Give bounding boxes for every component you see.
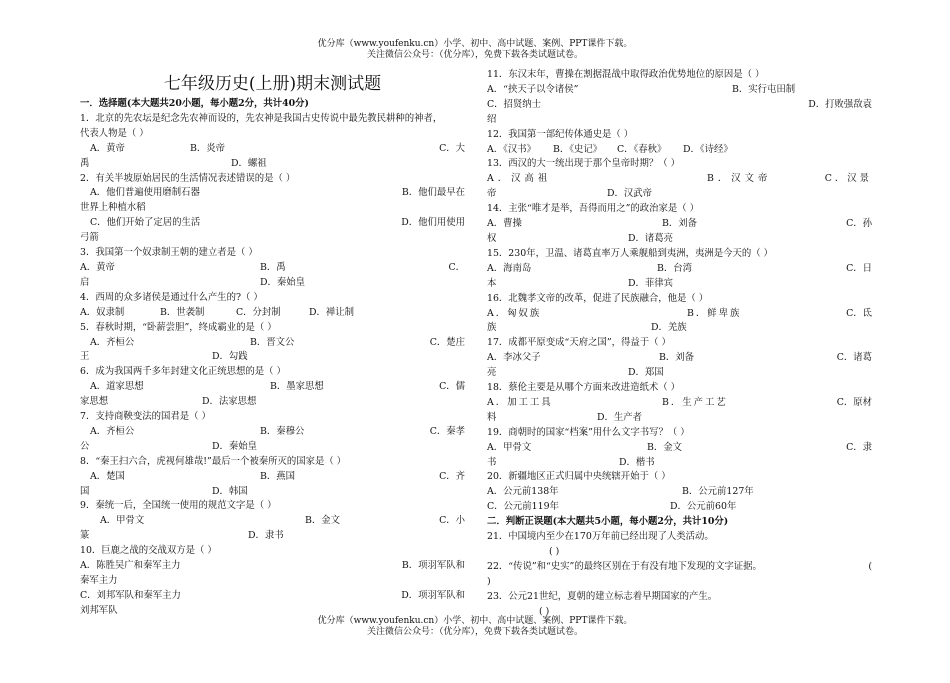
option: A．海南岛 xyxy=(487,262,532,274)
option: C．孙 xyxy=(846,218,872,230)
question-17: 17．成都平原变成“天府之国”，得益于（ ） xyxy=(487,337,671,349)
header-line-2: 关注微信公众号：（优分库），免费下载各类试题试卷。 xyxy=(366,50,583,60)
question-2-options-2-cont: 弓箭 xyxy=(80,232,99,244)
question-5-options xyxy=(80,336,465,351)
question-10-options-2 xyxy=(80,589,465,604)
option: B．他们最早在 xyxy=(401,187,465,199)
question-8-options-cont xyxy=(80,485,465,500)
question-14: 14．主张“唯才是举，吾得而用之”的政治家是（ ） xyxy=(487,203,699,215)
option: D．汉武帝 xyxy=(607,188,653,200)
option: A．加工工具 xyxy=(487,396,553,408)
question-7-options-cont xyxy=(80,440,465,455)
option: C．小 xyxy=(439,515,465,527)
option: C．公元前119年 xyxy=(487,501,559,513)
footer-line-2: 关注微信公众号：（优分库），免费下载各类试题试卷。 xyxy=(366,627,583,637)
question-9-options xyxy=(80,514,465,529)
question-12: 12．我国第一部纪传体通史是（ ） xyxy=(487,128,634,140)
question-18: 18．蔡伦主要是从哪个方面来改进造纸术（ ） xyxy=(487,382,681,394)
question-1-options xyxy=(80,142,465,157)
question-11: 11．东汉末年，曹操在割据混战中取得政治优势地位的原因是（ ） xyxy=(487,69,765,80)
option: B．汉文帝 xyxy=(707,173,772,185)
question-2-options xyxy=(80,186,465,201)
option: A．道家思想 xyxy=(90,381,144,393)
option: D．公元前60年 xyxy=(670,501,737,513)
option: D．楷书 xyxy=(619,456,655,468)
option: D．郑国 xyxy=(628,367,664,379)
question-11-options-2 xyxy=(487,98,872,113)
option: D．项羽军队和 xyxy=(401,589,465,601)
question-5: 5．春秋时期，“卧薪尝胆”，终成霸业的是（ ） xyxy=(80,321,277,333)
question-14-options xyxy=(487,217,872,232)
option: D．螺祖 xyxy=(231,157,267,169)
question-18-options-cont xyxy=(487,411,872,426)
option: B．秦穆公 xyxy=(260,425,305,437)
question-10-options xyxy=(80,559,465,574)
question-21: 21．中国境内至少在170万年前已经出现了人类活动。 xyxy=(487,531,714,543)
option: C．秦孝 xyxy=(429,425,465,437)
question-20-options xyxy=(487,485,872,500)
option: D．秦始皇 xyxy=(212,440,258,452)
question-22-answer-open[interactable]: ( xyxy=(868,560,872,572)
question-15-options-cont xyxy=(487,277,872,292)
option: 书 xyxy=(487,456,497,468)
option: C．刘邦军队和秦军主力 xyxy=(80,589,181,601)
option: C．氐 xyxy=(846,307,872,319)
question-20: 20．新疆地区正式归属中央统辖开始于（ ） xyxy=(487,471,671,483)
right-column xyxy=(487,68,872,620)
question-2-options-2 xyxy=(80,216,465,231)
question-14-options-cont xyxy=(487,232,872,247)
header-line-1: 优分库（www.youfenku.cn）小学、初中、高中试题、案例、PPT课件下载。 xyxy=(317,39,633,49)
option: 国 xyxy=(80,485,90,497)
question-16: 16．北魏孝文帝的改革，促进了民族融合，他是（ ） xyxy=(487,292,709,304)
question-19-options-cont xyxy=(487,456,872,471)
option: D．禅让制 xyxy=(309,306,355,318)
option: C．儒 xyxy=(439,381,465,393)
option: D．打败强敌袁 xyxy=(808,98,872,110)
question-5-options-cont xyxy=(80,350,465,365)
option: C．原材 xyxy=(836,396,872,408)
option: A．齐桓公 xyxy=(90,336,135,348)
option: B．世袭制 xyxy=(160,306,205,318)
question-17-options-cont xyxy=(487,366,872,381)
section-1-heading: 一．选择题(本大题共20小题，每小题2分，共计40分) xyxy=(80,98,309,109)
question-7: 7．支持商鞅变法的国君是（ ） xyxy=(80,411,211,423)
option: B．生产工艺 xyxy=(662,396,728,408)
option: 启 xyxy=(80,276,90,288)
option: B．实行屯田制 xyxy=(732,83,796,95)
option: B．台湾 xyxy=(657,262,693,274)
option: D．勾践 xyxy=(212,351,248,363)
question-9: 9．秦统一后，全国统一使用的规范文字是（ ） xyxy=(80,500,277,512)
option: A．曹操 xyxy=(487,218,522,230)
question-6-options xyxy=(80,380,465,395)
option: D．秦始皇 xyxy=(260,276,306,288)
question-15: 15．230年，卫温、诸葛直率万人乘舰船到夷洲，夷洲是今天的（ ） xyxy=(487,247,773,259)
option: A．楚国 xyxy=(90,470,125,482)
option: B．炎帝 xyxy=(190,142,226,154)
option: D．法家思想 xyxy=(202,396,257,408)
option: 王 xyxy=(80,351,90,363)
footer-line-1: 优分库（www.youfenku.cn）小学、初中、高中试题、案例、PPT课件下载。 xyxy=(317,616,633,626)
option: B．晋文公 xyxy=(250,336,295,348)
question-15-options xyxy=(487,262,872,277)
option: C．诸葛 xyxy=(836,352,872,364)
question-3: 3．我国第一个奴隶制王朝的建立者是（ ） xyxy=(80,247,258,259)
option: C．分封制 xyxy=(236,306,281,318)
question-16-options-cont xyxy=(487,321,872,336)
option: D．隶书 xyxy=(248,530,284,542)
option: C．他们开始了定居的生活 xyxy=(90,217,201,229)
option: A．《汉书》 xyxy=(487,143,536,155)
option: A．陈胜吴广和秦军主力 xyxy=(80,560,181,572)
question-18-options xyxy=(487,396,872,411)
question-8: 8．“秦王扫六合，虎视何雄哉!”最后一个被秦所灭的国家是（ ） xyxy=(80,455,347,467)
question-7-options xyxy=(80,425,465,440)
page-title: 七年级历史(上册)期末测试题 xyxy=(163,74,382,94)
question-11-options xyxy=(487,83,872,98)
question-4-options xyxy=(80,306,465,321)
option: B．项羽军队和 xyxy=(401,560,465,572)
option: A．李冰父子 xyxy=(487,352,541,364)
option: C．《春秋》 xyxy=(617,143,667,155)
option: B．金文 xyxy=(647,441,683,453)
question-12-options xyxy=(487,143,872,158)
option: C． xyxy=(448,261,465,273)
option: B．公元前127年 xyxy=(682,486,754,498)
option: B．墨家思想 xyxy=(270,381,324,393)
question-13-options-cont xyxy=(487,187,872,202)
question-1-cont: 代表人物是（ ） xyxy=(80,127,149,139)
option: 料 xyxy=(487,411,497,423)
option: C．齐 xyxy=(439,470,465,482)
option: B．禹 xyxy=(260,261,286,273)
section-2-heading: 二．判断正误题(本大题共5小题，每小题2分，共计10分) xyxy=(487,516,729,528)
option: A．黄帝 xyxy=(90,142,125,154)
question-9-options-cont xyxy=(80,529,465,544)
question-19-options xyxy=(487,441,872,456)
option: 本 xyxy=(487,277,497,289)
question-22-text: 22．“传说”和“史实”的最终区别在于有没有地下发现的文字证据。 xyxy=(487,560,762,572)
option: A．齐桓公 xyxy=(90,425,135,437)
option: C．隶 xyxy=(846,441,872,453)
option: D．诸葛亮 xyxy=(628,232,674,244)
option: C．招贤纳士 xyxy=(487,98,542,110)
question-2: 2．有关半坡原始居民的生活情况表述错误的是（ ） xyxy=(80,172,296,184)
question-23: 23．公元21世纪，夏朝的建立标志着早期国家的产生。 xyxy=(487,590,718,602)
left-column xyxy=(80,66,465,619)
question-19: 19．商朝时的国家“档案”用什么文字书写？（ ） xyxy=(487,426,690,438)
option: C．日 xyxy=(846,262,872,274)
question-11-options-2-cont: 绍 xyxy=(487,113,497,125)
option: 族 xyxy=(487,322,497,334)
question-13-options xyxy=(487,172,872,187)
question-6-options-cont xyxy=(80,395,465,410)
question-16-options xyxy=(487,307,872,322)
option: 篆 xyxy=(80,530,90,542)
question-6: 6．成为我国两千多年封建文化正统思想的是（ ） xyxy=(80,366,286,378)
question-2-options-cont: 世界上种植水稻 xyxy=(80,202,146,214)
option: A．匈奴族 xyxy=(487,307,542,319)
question-10-options-cont: 秦军主力 xyxy=(80,575,118,586)
question-8-options xyxy=(80,470,465,485)
option: B．鲜卑族 xyxy=(687,307,742,319)
option: A．甲骨文 xyxy=(487,441,532,453)
question-1-options-cont xyxy=(80,157,465,172)
question-13: 13．西汉的大一统出现于那个皇帝时期？（ ） xyxy=(487,158,681,170)
option: A．汉高祖 xyxy=(487,173,552,185)
question-3-options xyxy=(80,261,465,276)
question-20-options-2 xyxy=(487,500,872,515)
question-10-options-2-cont: 刘邦军队 xyxy=(80,604,118,616)
option: A．他们普遍使用磨制石器 xyxy=(90,187,200,199)
option: D．生产者 xyxy=(597,411,643,423)
option: 亮 xyxy=(487,367,497,379)
question-22 xyxy=(487,560,872,575)
option: D．羌族 xyxy=(651,322,687,334)
question-10: 10．巨鹿之战的交战双方是（ ） xyxy=(80,545,217,557)
option: A．奴隶制 xyxy=(80,306,125,318)
question-1: 1．北京的先农坛是纪念先农神而设的，先农神是我国古史传说中最先教民耕种的神者， xyxy=(80,112,443,124)
question-17-options xyxy=(487,351,872,366)
option: D．韩国 xyxy=(212,485,248,497)
question-23-answer[interactable]: ( ) xyxy=(539,605,550,617)
option: 禹 xyxy=(80,157,90,169)
option: A．黄帝 xyxy=(80,261,115,273)
option: B．《史记》 xyxy=(553,143,603,155)
question-4: 4．西周的众多诸侯是通过什么产生的?（ ） xyxy=(80,291,263,303)
option: 家思想 xyxy=(80,396,109,408)
question-22-answer-close[interactable]: ) xyxy=(487,575,491,587)
page-header xyxy=(0,39,950,61)
option: D．菲律宾 xyxy=(628,277,674,289)
option: B．刘备 xyxy=(662,218,698,230)
option: D．《诗经》 xyxy=(683,143,733,155)
option: C．大 xyxy=(439,142,465,154)
option: B．金文 xyxy=(305,515,341,527)
option: A．“挟天子以令诸侯” xyxy=(487,83,579,95)
option: A．甲骨文 xyxy=(100,515,145,527)
option: B．燕国 xyxy=(260,470,296,482)
question-21-answer[interactable]: ( ) xyxy=(549,546,560,557)
option: 公 xyxy=(80,440,90,452)
option: D．他们用使用 xyxy=(401,217,465,229)
option: 帝 xyxy=(487,188,497,200)
option: B．刘备 xyxy=(659,352,695,364)
option: 权 xyxy=(487,232,497,244)
page-footer xyxy=(0,616,950,638)
option: C．楚庄 xyxy=(429,336,465,348)
option: C．汉景 xyxy=(824,173,872,185)
question-3-options-cont xyxy=(80,276,465,291)
option: A．公元前138年 xyxy=(487,486,559,498)
